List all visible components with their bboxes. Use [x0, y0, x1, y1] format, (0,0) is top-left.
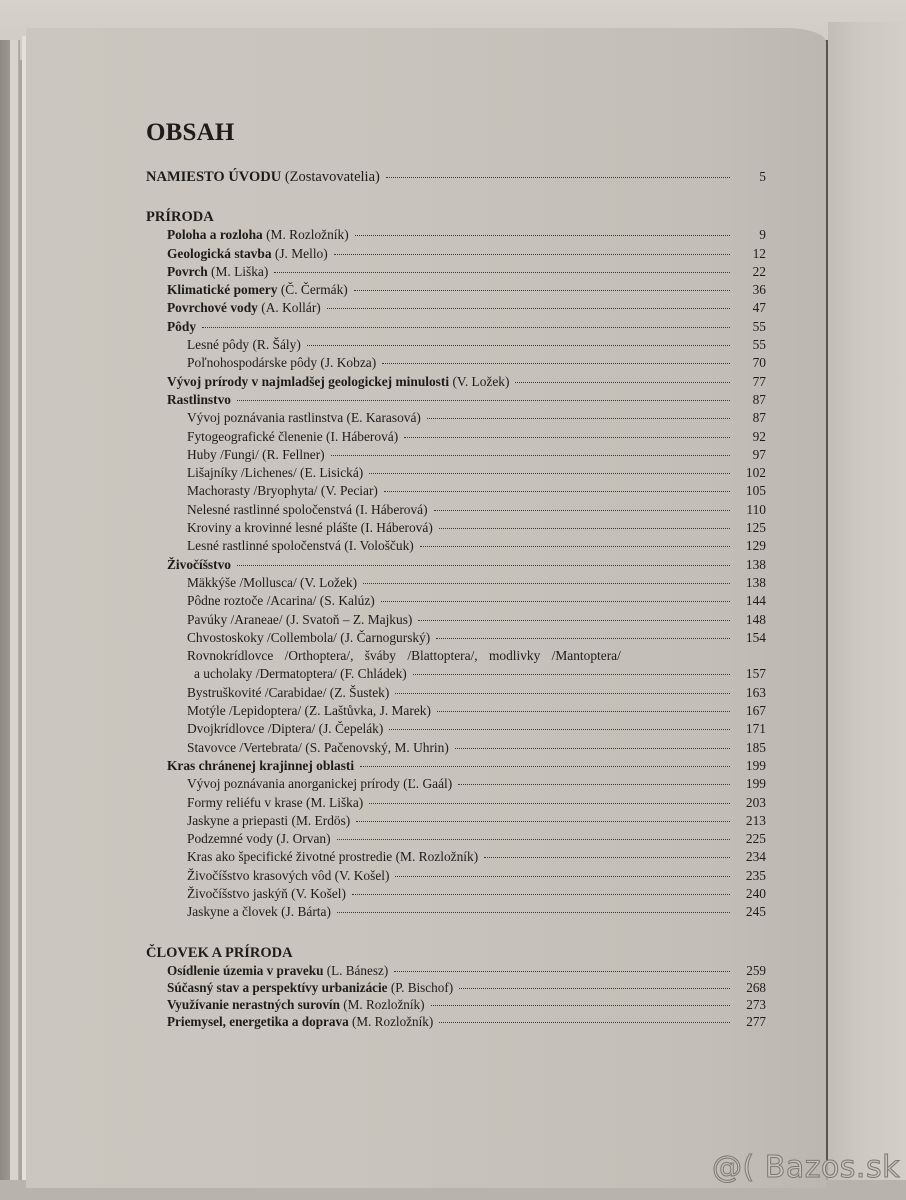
leader-dots — [354, 290, 730, 291]
toc-entry — [146, 318, 766, 336]
page-number: 225 — [745, 831, 766, 847]
page-number: 167 — [745, 703, 766, 719]
toc-entry — [146, 391, 766, 409]
leader-dots — [437, 711, 730, 712]
entry-label: Kras ako špecifické životné prostredie (M. Rozložník) — [187, 849, 479, 865]
page-number: 277 — [746, 1013, 766, 1029]
page-number: 77 — [752, 373, 766, 389]
leader-dots — [413, 674, 730, 675]
entry-label: Živočíšstvo jaskýň (V. Košel) — [187, 885, 346, 901]
leader-dots — [395, 693, 730, 694]
entry-label: Pôdy — [167, 318, 197, 334]
toc-entry — [146, 592, 766, 610]
leader-dots — [384, 491, 730, 492]
entry-label: Formy reliéfu v krase (M. Liška) — [187, 794, 364, 810]
entry-author: (V. Ložek) — [452, 373, 510, 389]
page-number: 273 — [746, 996, 766, 1012]
toc-entry — [146, 537, 766, 555]
toc-entry — [146, 409, 766, 427]
entry-author: (L. Bánesz) — [326, 962, 389, 978]
entry-label: Lesné rastlinné spoločenstvá (I. Vološčuk) — [187, 538, 414, 554]
entry-label: a ucholaky /Dermatoptera/ (F. Chládek) — [194, 666, 407, 682]
leader-dots — [352, 894, 730, 895]
leader-dots — [356, 821, 730, 822]
toc-entry — [146, 336, 766, 354]
leader-dots — [337, 912, 730, 913]
entry-author: (M. Rozložník) — [343, 996, 425, 1012]
page-number: 171 — [745, 721, 766, 737]
entry-label: Pavúky /Araneae/ (J. Svatoň – Z. Majkus) — [187, 611, 413, 627]
page-number: 245 — [745, 904, 766, 920]
toc-entry — [146, 739, 766, 757]
leader-dots — [431, 1005, 730, 1006]
entry-label-line1: Rovnokrídlovce /Orthoptera/, šváby /Blattoptera/, modlivky /Mantoptera/ — [187, 648, 621, 664]
entry-label: Jaskyne a človek (J. Bárta) — [187, 904, 331, 920]
page-number: 97 — [752, 446, 766, 462]
page-number: 144 — [745, 593, 766, 609]
leader-dots — [386, 177, 730, 178]
entry-author: (A. Kollár) — [261, 300, 321, 316]
toc-parts — [146, 208, 766, 1029]
page-number: 70 — [752, 355, 766, 371]
toc-part — [146, 922, 766, 1030]
leader-dots — [389, 729, 730, 730]
leader-dots — [418, 620, 730, 621]
page-number: 199 — [745, 776, 766, 792]
entry-label: Povrchové vody (A. Kollár) — [167, 300, 321, 316]
entry-label: Motýle /Lepidoptera/ (Z. Laštůvka, J. Marek) — [187, 703, 431, 719]
entry-label: Povrch (M. Liška) — [167, 263, 269, 279]
leader-dots — [274, 272, 730, 273]
page-number: 203 — [745, 794, 766, 810]
leader-dots — [515, 382, 730, 383]
entry-label: Priemysel, energetika a doprava (M. Rozložník) — [167, 1013, 434, 1029]
page-number: 154 — [745, 629, 766, 645]
book-cover-right — [828, 22, 906, 1200]
leader-dots — [434, 510, 730, 511]
toc-entry — [146, 885, 766, 903]
entry-author: (M. Rozložník) — [351, 1013, 434, 1029]
page-number: 55 — [752, 318, 766, 334]
leader-dots — [327, 308, 730, 309]
toc-entry — [146, 830, 766, 848]
entry-author: (M. Rozložník) — [266, 227, 349, 243]
toc-entry — [146, 428, 766, 446]
leader-dots — [404, 437, 730, 438]
page-number: 105 — [745, 483, 766, 499]
toc-entry — [146, 794, 766, 812]
leader-dots — [237, 400, 730, 401]
leader-dots — [202, 327, 730, 328]
toc-entry-intro — [146, 168, 766, 186]
toc-entry — [146, 464, 766, 482]
leader-dots — [458, 784, 730, 785]
page-number: 185 — [745, 739, 766, 755]
entry-label: Bystruškovité /Carabidae/ (Z. Šustek) — [187, 684, 390, 700]
entry-label: Poľnohospodárske pôdy (J. Kobza) — [187, 355, 377, 371]
toc-entry — [146, 519, 766, 537]
leader-dots — [395, 876, 730, 877]
toc-entry — [146, 373, 766, 391]
part-heading: ČLOVEK A PRÍRODA — [146, 944, 293, 961]
toc-entry — [146, 702, 766, 720]
page-number: 259 — [746, 962, 766, 978]
toc-title: OBSAH — [146, 119, 235, 146]
entry-label: Kras chránenej krajinnej oblasti — [167, 757, 355, 773]
toc-entry — [146, 574, 766, 592]
entry-label: Jaskyne a priepasti (M. Erdös) — [187, 812, 351, 828]
entry-label: Lišajníky /Lichenes/ (E. Lisická) — [187, 465, 364, 481]
toc-entry — [146, 684, 766, 702]
page-number: 5 — [759, 169, 766, 184]
leader-dots — [381, 601, 730, 602]
leader-dots — [331, 455, 730, 456]
watermark: @( Bazos.sk — [712, 1150, 900, 1185]
leader-dots — [420, 546, 730, 547]
toc-entry — [146, 245, 766, 263]
entry-label: Lesné pôdy (R. Šály) — [187, 337, 301, 353]
entry-label: Živočíšstvo krasových vôd (V. Košel) — [187, 867, 390, 883]
toc-entry — [146, 720, 766, 738]
entry-label: Geologická stavba (J. Mello) — [167, 245, 328, 261]
leader-dots — [237, 565, 730, 566]
toc-entry — [146, 848, 766, 866]
entry-label: Pôdne roztoče /Acarina/ (S. Kalúz) — [187, 593, 375, 609]
page-number: 234 — [745, 849, 766, 865]
page-stack-edge — [10, 40, 19, 1180]
leader-dots — [334, 254, 730, 255]
toc-entry — [146, 867, 766, 885]
entry-label: Poloha a rozloha (M. Rozložník) — [167, 227, 349, 243]
leader-dots — [369, 473, 730, 474]
entry-label: Vývoj poznávania anorganickej prírody (Ľ. Gaál) — [187, 776, 453, 792]
entry-label: Rastlinstvo — [167, 391, 231, 407]
toc-entry — [146, 812, 766, 830]
entry-label: Vývoj prírody v najmladšej geologickej minulosti (V. Ložek) — [167, 373, 510, 389]
toc-entry — [146, 556, 766, 574]
toc-entry — [146, 996, 766, 1013]
page-number: 36 — [752, 282, 766, 298]
entry-author: (M. Liška) — [211, 263, 269, 279]
entry-label: Dvojkrídlovce /Diptera/ (J. Čepelák) — [187, 721, 384, 737]
toc-entry — [146, 299, 766, 317]
entry-label: Mäkkýše /Mollusca/ (V. Ložek) — [187, 574, 358, 590]
toc-entry — [146, 629, 766, 647]
entry-label: Vývoj poznávania rastlinstva (E. Karasová) — [187, 410, 421, 426]
toc-entry — [146, 775, 766, 793]
page-number: 268 — [746, 979, 766, 995]
toc-entry — [146, 665, 766, 683]
entry-label: Živočíšstvo — [167, 556, 231, 572]
page-number: 12 — [752, 245, 766, 261]
leader-dots — [307, 345, 730, 346]
page-number: 163 — [745, 684, 766, 700]
entry-label: Chvostoskoky /Collembola/ (J. Čarnogurský) — [187, 629, 431, 645]
page-number: 125 — [745, 520, 766, 536]
leader-dots — [439, 528, 730, 529]
page-number: 199 — [745, 757, 766, 773]
page-number: 22 — [752, 263, 766, 279]
entry-label: Podzemné vody (J. Orvan) — [187, 831, 331, 847]
entry-label: Huby /Fungi/ (R. Fellner) — [187, 446, 325, 462]
toc-entry — [146, 501, 766, 519]
entry-author: (Č. Čermák) — [280, 282, 348, 298]
page-number: 138 — [745, 556, 766, 572]
page-number: 87 — [752, 410, 766, 426]
toc-entry — [146, 1013, 766, 1030]
entry-author: (J. Mello) — [274, 245, 328, 261]
leader-dots — [484, 857, 730, 858]
toc-entry — [146, 962, 766, 979]
toc-entry — [146, 263, 766, 281]
leader-dots — [369, 803, 730, 804]
table-of-contents — [146, 118, 766, 1030]
entry-label: Stavovce /Vertebrata/ (S. Pačenovský, M. Uhrin) — [187, 739, 449, 755]
leader-dots — [455, 748, 730, 749]
entry-label: Machorasty /Bryophyta/ (V. Peciar) — [187, 483, 378, 499]
page-number: 87 — [752, 391, 766, 407]
toc-entry — [146, 354, 766, 372]
page-number: 102 — [745, 465, 766, 481]
entry-label: Využívanie nerastných surovín (M. Rozložník) — [167, 996, 425, 1012]
toc-entry — [146, 757, 766, 775]
entry-label: Fytogeografické členenie (I. Háberová) — [187, 428, 399, 444]
leader-dots — [394, 971, 730, 972]
toc-entry — [146, 446, 766, 464]
toc-entry — [146, 482, 766, 500]
leader-dots — [355, 235, 730, 236]
toc-entry — [146, 903, 766, 921]
page-number: 92 — [752, 428, 766, 444]
page-number: 138 — [745, 574, 766, 590]
entry-label: Osídlenie územia v praveku (L. Bánesz) — [167, 962, 389, 978]
entry-label: NAMIESTO ÚVODU (Zostavovatelia) — [146, 169, 380, 185]
entry-label: Kroviny a krovinné lesné plášte (I. Háberová) — [187, 520, 433, 536]
leader-dots — [382, 363, 730, 364]
leader-dots — [360, 766, 730, 767]
page-number: 157 — [745, 666, 766, 682]
page-number: 235 — [745, 867, 766, 883]
page-number: 110 — [746, 501, 766, 517]
page-number: 240 — [745, 885, 766, 901]
entry-author: (P. Bischof) — [390, 979, 454, 995]
page-number: 55 — [752, 337, 766, 353]
page-number: 213 — [745, 812, 766, 828]
part-heading: PRÍRODA — [146, 209, 214, 226]
toc-entry — [146, 226, 766, 244]
toc-entry — [146, 611, 766, 629]
leader-dots — [436, 638, 730, 639]
toc-entry — [146, 281, 766, 299]
page-number: 129 — [745, 538, 766, 554]
leader-dots — [337, 839, 730, 840]
leader-dots — [427, 418, 730, 419]
entry-label: Súčasný stav a perspektívy urbanizácie (P. Bischof) — [167, 979, 454, 995]
page-number: 9 — [759, 227, 766, 243]
leader-dots — [439, 1022, 730, 1023]
entry-label: Nelesné rastlinné spoločenstvá (I. Háberová) — [187, 501, 428, 517]
leader-dots — [363, 583, 730, 584]
page-number: 148 — [745, 611, 766, 627]
toc-entry — [146, 979, 766, 996]
page-number: 47 — [752, 300, 766, 316]
leader-dots — [459, 988, 730, 989]
toc-part — [146, 208, 766, 921]
entry-label: Klimatické pomery (Č. Čermák) — [167, 282, 348, 298]
